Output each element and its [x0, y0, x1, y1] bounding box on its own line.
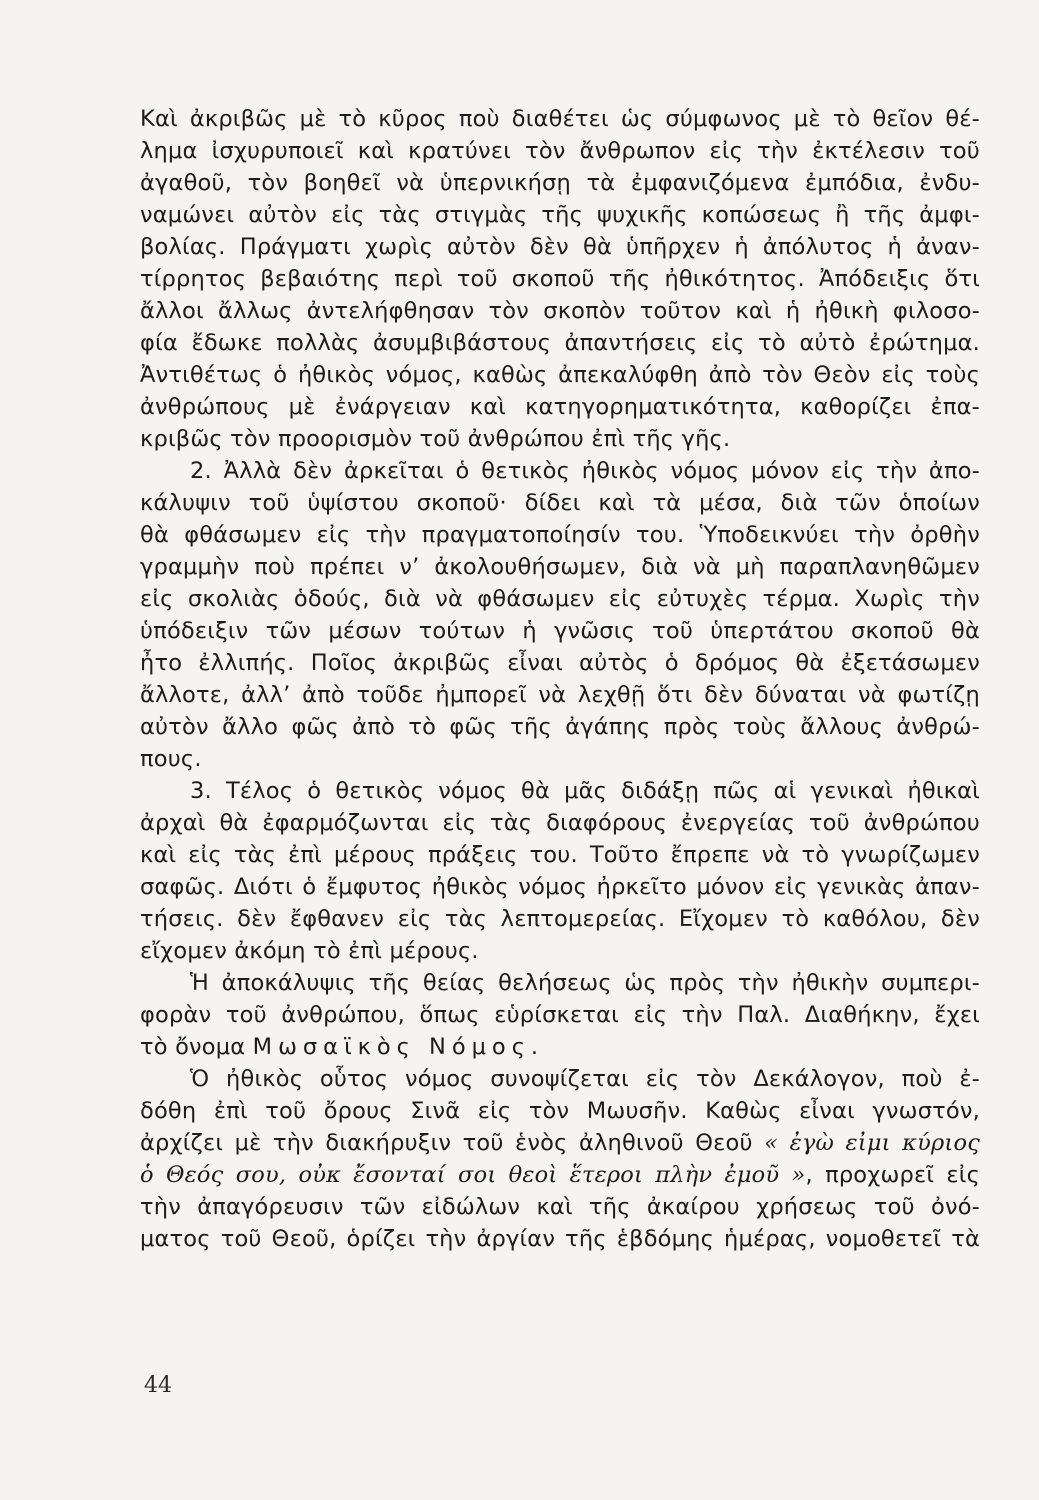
text-line: ἀνθρώπους μὲ ἐνάργειαν καὶ κατηγορηματικότητα, καθορίζει ἐπα- [140, 394, 980, 420]
paragraph-4-start: Ἡ ἀποκάλυψις τῆς θείας θελήσεως ὡς πρὸς τὴν ἠθικὴν συμπερι- [190, 970, 980, 996]
text-line: σαφῶς. Διότι ὁ ἔμφυτος ἠθικὸς νόμος ἠρκεῖτο μόνον εἰς γενικὰς ἀπαν- [140, 874, 980, 900]
text-line: εἰς σκολιὰς ὁδούς, διὰ νὰ φθάσωμεν εἰς εὐτυχὲς τέρμα. Χωρὶς τὴν [140, 586, 980, 612]
text-line: εἴχομεν ἀκόμη τὸ ἐπὶ μέρους. [140, 938, 479, 964]
text-line: αὐτὸν ἄλλο φῶς ἀπὸ τὸ φῶς τῆς ἀγάπης πρὸς τοὺς ἄλλους ἀνθρώ- [140, 714, 980, 740]
text-line: ἀρχαὶ θὰ ἐφαρμόζωνται εἰς τὰς διαφόρους ἐνεργείας τοῦ ἀνθρώπου [140, 810, 980, 836]
text-line: Ἀντιθέτως ὁ ἠθικὸς νόμος, καθὼς ἀπεκαλύφθη ἀπὸ τὸν Θεὸν εἰς τοὺς [140, 362, 980, 388]
text-line: τήσεις. δὲν ἔφθανεν εἰς τὰς λεπτομερείας. Εἴχομεν τὸ καθόλου, δὲν [140, 906, 980, 932]
text-line: Καὶ ἀκριβῶς μὲ τὸ κῦρος ποὺ διαθέτει ὡς σύμφωνος μὲ τὸ θεῖον θέ- [140, 106, 980, 132]
page-number: 44 [144, 1373, 172, 1398]
name-prefix: τὸ ὄνομα [140, 1034, 246, 1060]
text-line: δόθη ἐπὶ τοῦ ὄρους Σινᾶ εἰς τὸν Μωυσῆν. Καθὼς εἶναι γνωστόν, [140, 1098, 980, 1124]
text-line: ἀγαθοῦ, τὸν βοηθεῖ νὰ ὑπερνικήσῃ τὰ ἐμφανιζόμενα ἐμπόδια, ἐνδυ- [140, 170, 980, 196]
quote-part-1: « ἐγὼ εἰμι κύριος [764, 1130, 980, 1156]
text-line: ἄλλοι ἄλλως ἀντελήφθησαν τὸν σκοπὸν τοῦτον καὶ ἡ ἠθικὴ φιλοσο- [140, 298, 980, 324]
text-line-with-quote [140, 1128, 980, 1158]
paragraph-2-start: 2. Ἀλλὰ δὲν ἀρκεῖται ὁ θετικὸς ἠθικὸς νόμος μόνον εἰς τὴν ἀπο- [190, 458, 980, 484]
text-line: ναμώνει αὐτὸν εἰς τὰς στιγμὰς τῆς ψυχικῆς κοπώσεως ἢ τῆς ἀμφι- [140, 202, 980, 228]
text-line-with-quote [140, 1160, 980, 1190]
quote-part-2: ὁ Θεός σου, οὐκ ἔσονταί σοι θεοὶ ἕτεροι πλὴν ἐμοῦ » [140, 1162, 806, 1188]
text-line: ἦτο ἐλλιπής. Ποῖος ἀκριβῶς εἶναι αὐτὸς ὁ δρόμος θὰ ἐξετάσωμεν [140, 650, 980, 676]
law-name: Μωσαϊκὸς Νόμος. [252, 1034, 545, 1060]
text-line: τὴν ἀπαγόρευσιν τῶν εἰδώλων καὶ τῆς ἀκαίρου χρήσεως τοῦ ὀνό- [140, 1194, 980, 1220]
text-segment: ἀρχίζει μὲ τὴν διακήρυξιν τοῦ ἑνὸς ἀληθινοῦ Θεοῦ [140, 1130, 753, 1156]
text-line: θὰ φθάσωμεν εἰς τὴν πραγματοποίησίν του. Ὑποδεικνύει τὴν ὀρθὴν [140, 522, 980, 548]
paragraph-5-start: Ὁ ἠθικὸς οὗτος νόμος συνοψίζεται εἰς τὸν Δεκάλογον, ποὺ ἐ- [190, 1066, 980, 1092]
text-line: πους. [140, 746, 202, 772]
text-line: φία ἔδωκε πολλὰς ἀσυμβιβάστους ἀπαντήσεις εἰς τὸ αὐτὸ ἐρώτημα. [140, 330, 980, 356]
text-line: γραμμὴν ποὺ πρέπει ν’ ἀκολουθήσωμεν, διὰ νὰ μὴ παραπλανηθῶμεν [140, 554, 980, 580]
text-line: ματος τοῦ Θεοῦ, ὁρίζει τὴν ἀργίαν τῆς ἑβδόμης ἡμέρας, νομοθετεῖ τὰ [140, 1226, 980, 1252]
text-line: κριβῶς τὸν προορισμὸν τοῦ ἀνθρώπου ἐπὶ τῆς γῆς. [140, 426, 731, 452]
text-line: βολίας. Πράγματι χωρὶς αὐτὸν δὲν θὰ ὑπῆρχεν ἡ ἀπόλυτος ἡ ἀναν- [140, 234, 980, 260]
text-line: φορὰν τοῦ ἀνθρώπου, ὅπως εὑρίσκεται εἰς τὴν Παλ. Διαθήκην, ἔχει [140, 1002, 980, 1028]
text-line: καὶ εἰς τὰς ἐπὶ μέρους πράξεις του. Τοῦτο ἔπρεπε νὰ τὸ γνωρίζωμεν [140, 842, 980, 868]
paragraph-3-start: 3. Τέλος ὁ θετικὸς νόμος θὰ μᾶς διδάξῃ πῶς αἱ γενικαὶ ἠθικαὶ [190, 778, 980, 804]
text-line: ἄλλοτε, ἀλλ’ ἀπὸ τοῦδε ἠμπορεῖ νὰ λεχθῇ ὅτι δὲν δύναται νὰ φωτίζῃ [140, 682, 980, 708]
text-line-law-name [140, 1032, 980, 1062]
text-line: κάλυψιν τοῦ ὑψίστου σκοποῦ· δίδει καὶ τὰ μέσα, διὰ τῶν ὁποίων [140, 490, 980, 516]
text-line: ὑπόδειξιν τῶν μέσων τούτων ἡ γνῶσις τοῦ ὑπερτάτου σκοποῦ θὰ [140, 618, 980, 644]
text-segment: , προχωρεῖ εἰς [805, 1162, 980, 1188]
text-line: τίρρητος βεβαιότης περὶ τοῦ σκοποῦ τῆς ἠθικότητος. Ἀπόδειξις ὅτι [140, 266, 980, 292]
text-line: λημα ἰσχυρυποιεῖ καὶ κρατύνει τὸν ἄνθρωπον εἰς τὴν ἐκτέλεσιν τοῦ [140, 138, 980, 164]
